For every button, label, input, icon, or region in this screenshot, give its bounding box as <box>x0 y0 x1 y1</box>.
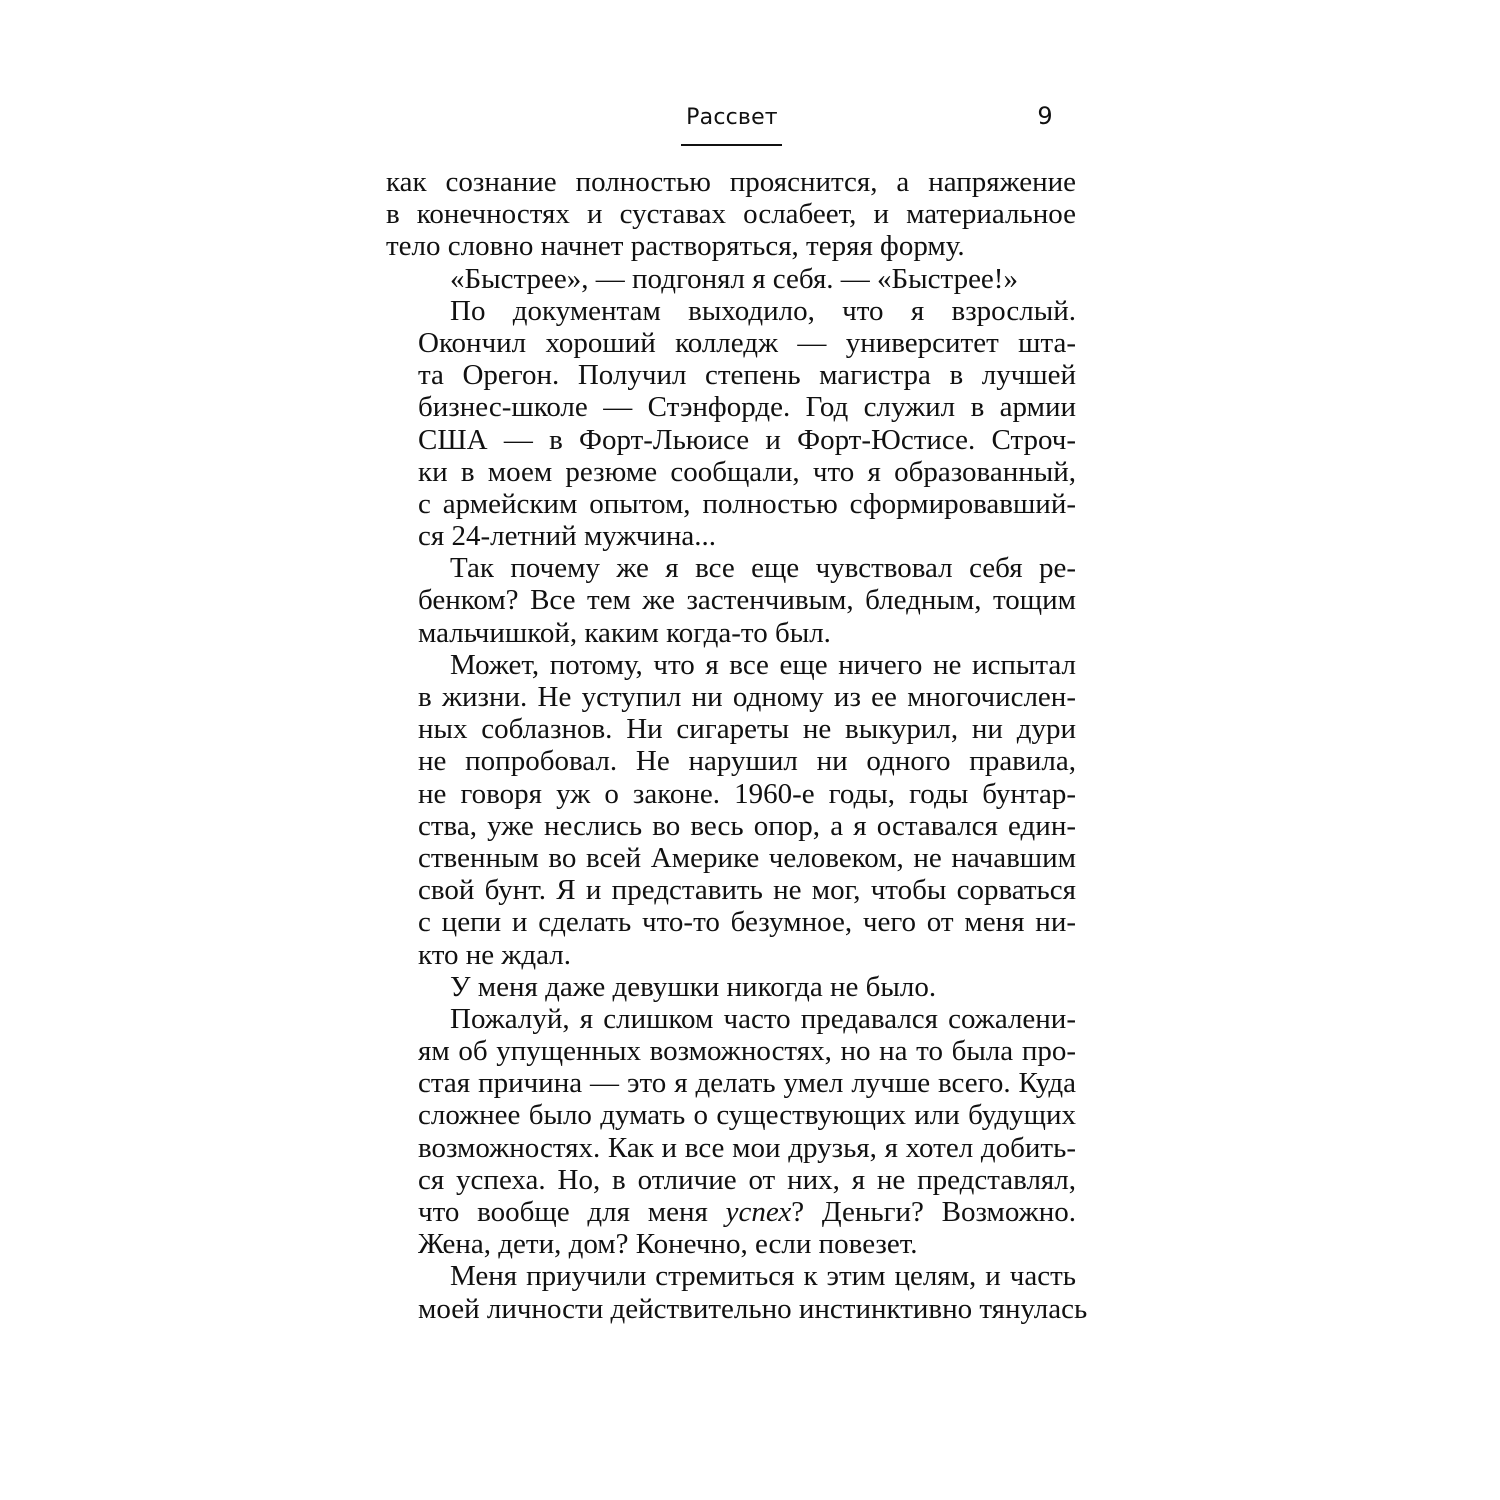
text-line: ям об упущенных возможностях, но на то была про- <box>418 1035 1076 1068</box>
paragraph <box>386 1003 1076 1261</box>
text-line: ки в моем резюме сообщали, что я образованный, <box>418 455 1076 488</box>
text-line: бизнес-школе — Стэнфорде. Год служил в армии <box>418 391 1076 424</box>
text-line: Может, потому, что я все еще ничего не испытал <box>450 648 1076 681</box>
text-line: Пожалуй, я слишком часто предавался сожалени- <box>450 1002 1076 1035</box>
text-line: «Быстрее», — подгонял я себя. — «Быстрее!» <box>450 262 1018 295</box>
text-line: с армейским опытом, полностью сформировавший- <box>418 487 1076 520</box>
header-rule <box>681 144 782 146</box>
paragraph <box>386 971 1076 1003</box>
text-line: Жена, дети, дом? Конечно, если повезет. <box>418 1228 918 1261</box>
text-line: возможностях. Как и все мои друзья, я хотел добить- <box>418 1131 1076 1164</box>
body-text <box>386 166 1088 1325</box>
paragraph <box>386 295 1076 553</box>
paragraph <box>386 649 1076 971</box>
paragraph <box>386 552 1076 649</box>
running-title: Рассвет <box>686 105 778 130</box>
text-line: бенком? Все тем же застенчивым, бледным, тощим <box>418 584 1076 617</box>
text-line: сложнее было думать о существующих или будущих <box>418 1099 1076 1132</box>
text-line: с цепи и сделать что-то безумное, чего от меня ни- <box>418 906 1076 939</box>
text-line: У меня даже девушки никогда не было. <box>450 970 937 1003</box>
text-line: Так почему же я все еще чувствовал себя ре- <box>450 552 1076 585</box>
text-line: По документам выходило, что я взрослый. <box>450 294 1076 327</box>
text-line: в жизни. Не уступил ни одному из ее многочислен- <box>418 681 1076 713</box>
text-line: тело словно начнет растворяться, теряя форму. <box>386 230 965 263</box>
text-segment: ? Деньги? Возможно. <box>791 1196 1076 1228</box>
text-line: Меня приучили стремиться к этим целям, и часть <box>450 1260 1076 1293</box>
text-line: мальчишкой, каким когда-то был. <box>418 616 831 649</box>
text-line: не говоря уж о законе. 1960-е годы, годы бунтар- <box>418 777 1076 810</box>
text-line: ства, уже неслись во весь опор, а я оставался един- <box>418 809 1076 842</box>
text-line: та Орегон. Получил степень магистра в лучшей <box>418 359 1076 392</box>
text-line: ных соблазнов. Ни сигареты не выкурил, ни дури <box>418 713 1076 746</box>
paragraph <box>386 263 1076 295</box>
text-line: ся 24-летний мужчина... <box>418 520 716 553</box>
text-line: как сознание полностью прояснится, а напряжение <box>386 166 1076 198</box>
text-line: ся успеха. Но, в отличие от них, я не представлял, <box>418 1163 1076 1196</box>
text-line: ственным во всей Америке человеком, не начавшим <box>418 841 1076 874</box>
text-line: свой бунт. Я и представить не мог, чтобы сорваться <box>418 874 1076 907</box>
text-line: Окончил хороший колледж — университет шта- <box>418 326 1076 359</box>
text-line: стая причина — это я делать умел лучше всего. Куда <box>418 1067 1076 1100</box>
text-line <box>386 1196 1076 1228</box>
paragraph <box>386 166 1076 263</box>
text-line: США — в Форт-Льюисе и Форт-Юстисе. Строч- <box>418 423 1076 456</box>
paragraph <box>386 1260 1088 1325</box>
text-line: не попробовал. Не нарушил ни одного правила, <box>418 745 1076 778</box>
page-number: 9 <box>1037 102 1053 130</box>
text-line: моей личности действительно инстинктивно тянулась <box>418 1292 1088 1325</box>
italic-word: успех <box>725 1196 792 1228</box>
text-segment: что вообще для меня <box>418 1196 726 1228</box>
text-line: в конечностях и суставах ослабеет, и материальное <box>386 198 1076 231</box>
text-line: кто не ждал. <box>418 938 572 971</box>
